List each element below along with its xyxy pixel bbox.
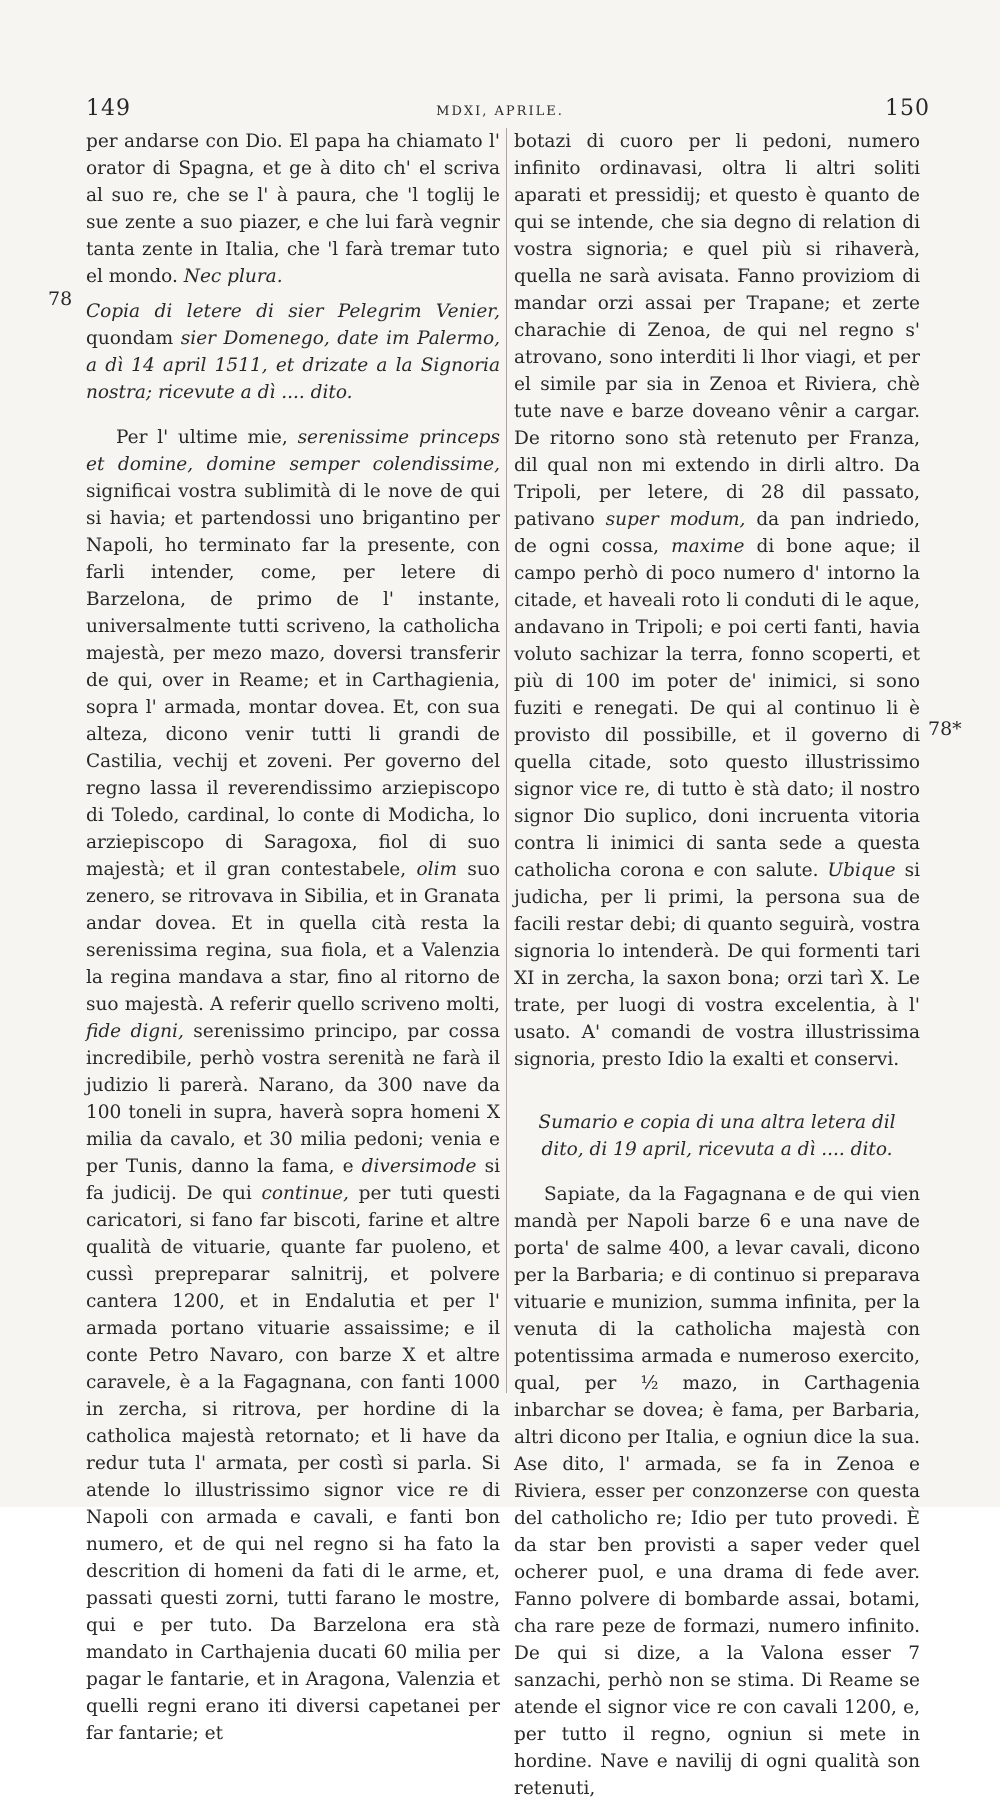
paragraph: per andarse con Dio. El papa ha chiamato l' orator di Spagna, et ge à dito ch' el scriva al suo re, che se l' à paura, che 'l toglij le sue zente a suo piazer, e che lui farà vegnir tanta zente in Italia, che 'l farà tremar tuto el mondo. Nec plura. [86, 131, 500, 287]
paragraph: Sapiate, da la Fagagnana e de qui vien mandà per Napoli barze 6 e una nave de porta' de salme 400, a levar cavali, dicono per la Barbaria; e di continuo si preparava vituarie e munizion, summa infinita, per la venuta di la catholicha majestà con potentissima armada e numeroso exercito, qual, per ½ mazo, in Carthagenia inbarchar se dovea; è fama, per Barbaria, altri dicono per Italia, e ogniun dice la sua. Ase dito, l' armada, se fa in Zenoa e Riviera, esser per conzonzerse con questa del catholicho re; Idio per tuto provedi. È da star ben provisti a saper veder quel ocherer puol, e una drama di fede aver. Fanno polvere di bombarde assai, botami, cha rare peze de formazi, numero infinito. De qui si dize, a la Valona esser 7 sanzachi, perhò non se stima. Di Reame se atende el signor vice re con cavali 1200, e, per tutto il regno, ogniun si mete in hordine. Nave e navilij di ogni qualità son retenuti, [514, 1184, 920, 1799]
margin-number-right: 78* [928, 718, 962, 740]
letter-heading: Copia di letere di sier Pelegrim Venier, quondam sier Domenego, date im Palermo, a dì 14 april 1511, et drizate a la Signoria nostra; ricevute a dì .... dito. [86, 301, 500, 403]
column-divider [506, 128, 507, 1393]
right-column [514, 128, 920, 1802]
page-number-left: 149 [86, 96, 131, 121]
left-column [86, 128, 500, 1747]
paragraph: botazi di cuoro per li pedoni, numero infinito ordinavasi, oltra li altri soliti aparati et pressidij; et questo è quanto de qui se intende, che sia degno di relation di vostra signoria; e quel più si rihaverà, quella ne sarà avisata. Fanno proviziom di mandar orzi assai per Trapane; et zerte charachie di Zenoa, de qui nel regno s' atrovano, sono interditi li lhor viagi, et per el simile par sia in Zenoa et Riviera, chè tute nave e barze doveano vênir a cargar. De ritorno sono stà retenuto per Franza, dil qual non mi extendo in dirli altro. Da Tripoli, per letere, di 28 dil passato, pativano super modum, da pan indriedo, de ogni cossa, maxime di bone aque; il campo perhò di poco numero d' intorno la citade, et haveali roto li conduti di le aque, andavano in Tripoli; e poi certi fanti, havia voluto sachizar la terra, fonno scoperti, et più di 100 im poter de' inimici, si sono fuziti e renegati. De qui al continuo li è provisto dil possibille, et il governo di quella citade, soto questo illustrissimo signor vice re, di tutto è stà dato; il nostro signor Dio suplico, doni incruenta vitoria contra li inimici di santa sede a questa catholicha corona e con salute. Ubique si judicha, per li primi, la persona sua de facili restar debi; di quanto seguirà, vostra signoria lo intenderà. De qui formenti tari XI in zercha, la saxon bona; orzi tarì X. Le trate, per luogi di vostra excelentia, à l' usato. A' comandi de vostra illustrissima signoria, presto Idio la exalti et conservi. [514, 131, 921, 1070]
paragraph: Per l' ultime mie, serenissime princeps et domine, domine semper colendissime, significai vostra sublimità di le nove de qui si havia; et partendossi uno brigantino per Napoli, ho terminato far la presente, con farli intender, come, per letere di Barzelona, de primo de l' instante, universalmente tutti scriveno, la catholicha majestà, per mezo mazo, doversi transferir de qui, over in Reame; et in Carthagienia, sopra l' armada, montar dovea. Et, con sua alteza, dicono venir tutti li grandi de Castilia, vechij et zoveni. Per governo del regno lassa il reverendissimo arziepiscopo di Toledo, cardinal, lo conte di Modicha, lo arziepiscopo di Saragoxa, fiol di suo majestà; et il gran contestabele, olim suo zenero, se ritrovava in Sibilia, et in Granata andar dovea. Et in quella cità resta la serenissima regina, sua fiola, et a Valenzia la regina mandava a star, fino al ritorno de suo majestà. A referir quello scriveno molti, fide digni, serenissimo principo, par cossa incredibile, perhò vostra serenità ne farà il judizio li parerà. Narano, da 300 nave da 100 toneli in supra, haverà sopra homeni X milia da cavalo, et 30 milia pedoni; venia e per Tunis, danno la fama, e diversimode si fa judicij. De qui continue, per tuti questi caricatori, si fano far biscoti, farine et altre qualità de vituarie, quante far puoleno, et cussì prepreparar salnitrij, et polvere cantera 1200, et in Endalutia et per l' armada portano vituarie assaissime; e il conte Petro Navaro, con barze X et altre caravele, è a la Fagagnana, con fanti 1000 in zercha, si ritrova, per hordine di la catholica majestà retornato; et li have da redur tuta l' armata, per costì si parla. Si atende lo illustrissimo signor vice re di Napoli con armada e cavali, e fanti bon numero, et de qui nel regno si ha fato la descrition di homeni da fati di le arme, et, passati questi zorni, tutti farano le mostre, qui e per tuto. Da Barzelona era stà mandato in Carthajenia ducati 60 milia per pagar le fantarie, et in Aragona, Valenzia et quelli regni erano iti diversi capetanei per far fantarie; et [86, 427, 501, 1744]
page-number-right: 150 [885, 96, 930, 121]
running-head [0, 96, 1000, 126]
letter-heading: Sumario e copia di una altra letera dil dito, di 19 april, ricevuta a dì .... dito. [538, 1112, 896, 1160]
running-title: MDXI, APRILE. [436, 104, 564, 119]
margin-number-left: 78 [48, 288, 73, 310]
